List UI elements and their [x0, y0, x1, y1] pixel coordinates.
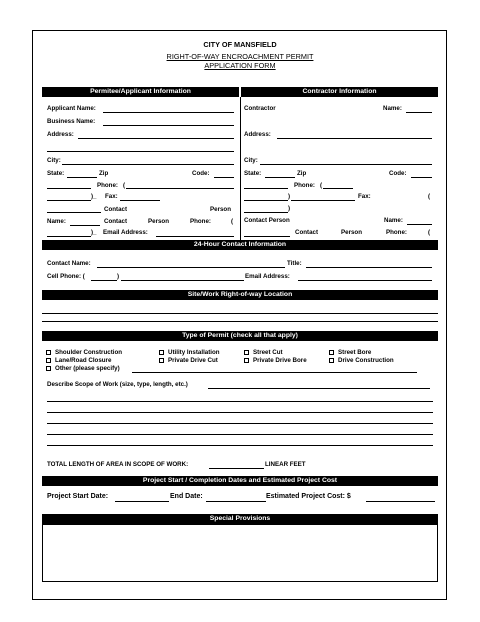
fax-label: Fax: [105, 193, 118, 200]
contractor-state-label: State: [244, 170, 262, 177]
phone-label: Phone: [97, 182, 118, 189]
contractor-fax-label: Fax: [358, 193, 371, 200]
contractor-zip-code-field[interactable] [411, 177, 432, 178]
email-field[interactable] [156, 236, 234, 237]
city-label: City: [47, 157, 61, 164]
email-line-field[interactable] [47, 236, 91, 237]
zip-label: Zip [99, 170, 109, 177]
contact-label: Contact [104, 206, 128, 213]
zip-code-field[interactable] [214, 177, 234, 178]
contractor-state-field[interactable] [265, 177, 295, 178]
applicant-name-label: Applicant Name: [47, 105, 96, 112]
checkbox-icon[interactable] [46, 358, 51, 363]
cell-phone-label: Cell Phone: ( [47, 273, 85, 280]
contractor-contact-line-2[interactable] [244, 236, 290, 237]
other-specify-field[interactable] [132, 372, 417, 373]
total-length-field[interactable] [209, 468, 264, 469]
phone-paren: ( [123, 182, 126, 189]
contractor-address-label: Address: [244, 131, 271, 138]
contractor-code-label: Code: [389, 170, 407, 177]
contractor-phone-line-field[interactable] [244, 188, 288, 189]
option-shoulder-construction[interactable]: Shoulder Construction [46, 349, 122, 357]
option-private-drive-cut[interactable]: Private Drive Cut [159, 357, 218, 365]
checkbox-icon[interactable] [244, 358, 249, 363]
address-label: Address: [47, 131, 74, 138]
contractor-name-field[interactable] [406, 112, 432, 113]
phone-line-field[interactable] [47, 188, 91, 189]
checkbox-icon[interactable] [159, 358, 164, 363]
option-lane-road-closure[interactable]: Lane/Road Closure [46, 357, 111, 365]
location-line-1[interactable] [42, 313, 438, 314]
scope-line-3[interactable] [47, 423, 433, 424]
contact24-name-label: Contact Name: [47, 260, 91, 267]
contractor-contact-name-field[interactable] [407, 224, 432, 225]
permitee-heading: Permitee/Applicant Information [42, 87, 239, 97]
contractor-phone-label: Phone: [294, 182, 315, 189]
contact-phone-paren: ( [231, 218, 234, 225]
fax-line-field[interactable] [47, 200, 91, 201]
scope-field[interactable] [208, 388, 430, 389]
contractor-fax-close: ) [288, 193, 291, 200]
cell-number-field[interactable] [121, 280, 244, 281]
email-label: Email Address: [103, 229, 148, 236]
contractor-contact-person-label: Contact Person [244, 217, 290, 224]
contractor-city-field[interactable] [260, 164, 432, 165]
option-other[interactable]: Other (please specify) [46, 365, 120, 373]
fax-prefix: )_ [91, 193, 97, 200]
phone-field[interactable] [126, 188, 234, 189]
start-date-field[interactable] [115, 501, 169, 502]
special-provisions-box[interactable] [42, 524, 438, 582]
contact-phone-label-3: Phone: [190, 218, 211, 225]
checkbox-icon[interactable] [329, 350, 334, 355]
contact24-title-field[interactable] [306, 267, 432, 268]
checkbox-icon[interactable] [159, 350, 164, 355]
contractor-phone-field[interactable] [323, 188, 353, 189]
contact24-email-label: Email Address: [245, 273, 290, 280]
business-name-field[interactable] [103, 125, 234, 126]
contractor-person-label: Person [341, 229, 362, 236]
checkbox-icon[interactable] [46, 366, 51, 371]
option-street-bore[interactable]: Street Bore [329, 349, 371, 357]
contractor-phone2-label: Phone: [386, 229, 407, 236]
fax-field[interactable] [120, 200, 160, 201]
option-street-cut[interactable]: Street Cut [244, 349, 283, 357]
column-divider [240, 97, 241, 240]
email-prefix: )_ [91, 229, 97, 236]
scope-line-1[interactable] [47, 401, 433, 402]
code-label: Code: [192, 170, 210, 177]
applicant-name-field[interactable] [103, 112, 234, 113]
contact24-title-label: Title: [287, 260, 302, 267]
end-date-field[interactable] [206, 501, 266, 502]
contractor-contact-name-label: Name: [384, 217, 403, 224]
contractor-heading: Contractor Information [241, 87, 438, 97]
cost-label: Estimated Project Cost: $ [266, 493, 351, 500]
checkbox-icon[interactable] [244, 350, 249, 355]
contractor-zip-label: Zip [297, 170, 307, 177]
form-title: APPLICATION FORM [204, 61, 276, 70]
cell-area-field[interactable] [91, 280, 117, 281]
option-utility-installation[interactable]: Utility Installation [159, 349, 220, 357]
scope-label: Describe Scope of Work (size, type, length, etc.) [47, 381, 188, 388]
contractor-phone-paren: ( [320, 182, 323, 189]
location-line-2[interactable] [42, 321, 438, 322]
checkbox-icon[interactable] [46, 350, 51, 355]
dates-heading: Project Start / Completion Dates and Estimated Project Cost [42, 476, 438, 486]
contact24-name-field[interactable] [97, 267, 285, 268]
contractor-contact-close: ) [288, 205, 291, 212]
city-title: CITY OF MANSFIELD [203, 40, 277, 49]
linear-feet-label: LINEAR FEET [265, 461, 306, 468]
permit-type-heading: Type of Permit (check all that apply) [42, 331, 438, 341]
city-field[interactable] [62, 164, 234, 165]
contractor-fax-line-b[interactable] [291, 200, 355, 201]
contact-line-field[interactable] [47, 212, 101, 213]
contractor-phone2-paren: ( [428, 229, 431, 236]
scope-line-2[interactable] [47, 412, 433, 413]
scope-line-4[interactable] [47, 434, 433, 435]
contact24-heading: 24-Hour Contact Information [42, 240, 438, 250]
contractor-fax-line-a[interactable] [244, 200, 288, 201]
business-name-label: Business Name: [47, 118, 96, 125]
cell-close-paren: ) [117, 273, 120, 280]
contractor-city-label: City: [244, 157, 258, 164]
contractor-label: Contractor [244, 105, 276, 112]
address-field[interactable] [78, 138, 234, 139]
permit-title: RIGHT-OF-WAY ENCROACHMENT PERMIT [166, 52, 314, 61]
name-field[interactable] [70, 225, 100, 226]
total-length-label: TOTAL LENGTH OF AREA IN SCOPE OF WORK: [47, 461, 189, 468]
special-heading: Special Provisions [42, 514, 438, 524]
option-private-drive-bore[interactable]: Private Drive Bore [244, 357, 307, 365]
state-field[interactable] [67, 177, 97, 178]
contractor-fax-paren: ( [428, 193, 431, 200]
contact-phone-label-2: Person [148, 218, 169, 225]
checkbox-icon[interactable] [329, 358, 334, 363]
contractor-name-label: Name: [383, 105, 402, 112]
state-label: State: [47, 170, 65, 177]
contractor-contact-label: Contact [295, 229, 319, 236]
cost-field[interactable] [366, 501, 435, 502]
contact24-email-field[interactable] [298, 280, 432, 281]
option-drive-construction[interactable]: Drive Construction [329, 357, 394, 365]
location-heading: Site/Work Right-of-way Location [42, 290, 438, 300]
address-line2-field[interactable] [47, 151, 234, 152]
person-label: Person [210, 206, 231, 213]
start-date-label: Project Start Date: [47, 493, 109, 500]
end-date-label: End Date: [170, 493, 203, 500]
name-label: Name: [47, 218, 66, 225]
contractor-address-field[interactable] [277, 138, 432, 139]
contact-phone-label-1: Contact [104, 218, 128, 225]
scope-line-5[interactable] [47, 445, 433, 446]
contractor-contact-line[interactable] [244, 212, 288, 213]
